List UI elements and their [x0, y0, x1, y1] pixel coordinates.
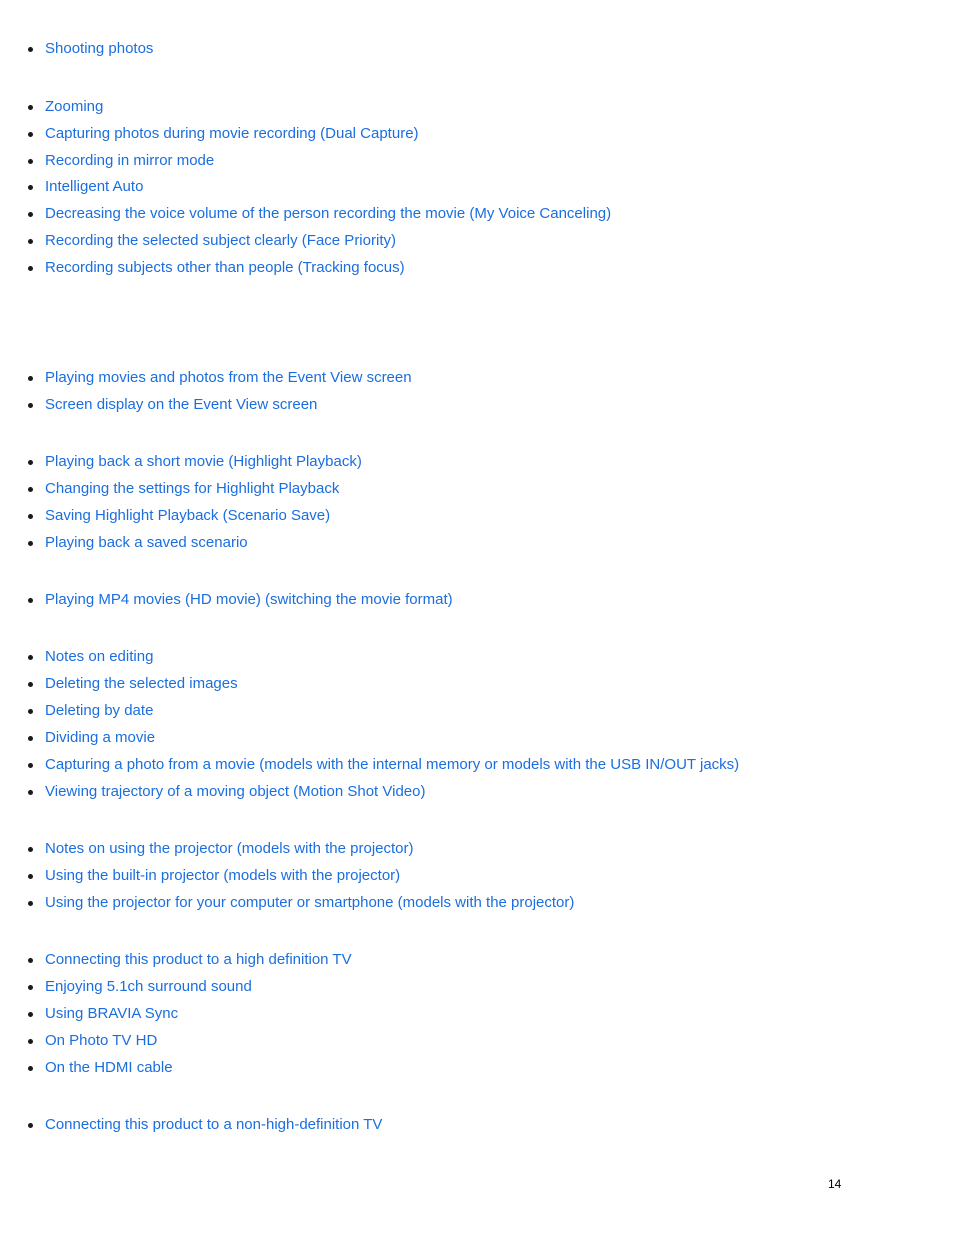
- bullet-icon: [28, 655, 33, 660]
- toc-link[interactable]: Saving Highlight Playback (Scenario Save): [45, 507, 331, 524]
- bullet-icon: [28, 1123, 33, 1128]
- toc-link[interactable]: Using BRAVIA Sync: [45, 1005, 179, 1022]
- page-number: 14: [828, 1177, 842, 1191]
- bullet-icon: [28, 847, 33, 852]
- toc-link[interactable]: Playing back a saved scenario: [45, 534, 248, 551]
- toc-link[interactable]: On the HDMI cable: [45, 1059, 173, 1076]
- toc-link[interactable]: Decreasing the voice volume of the person recording the movie (My Voice Canceling): [45, 205, 612, 222]
- toc-link[interactable]: Playing movies and photos from the Event View screen: [45, 369, 412, 386]
- toc-link[interactable]: Recording in mirror mode: [45, 152, 215, 169]
- bullet-icon: [28, 1012, 33, 1017]
- bullet-icon: [28, 901, 33, 906]
- toc-link[interactable]: Changing the settings for Highlight Playback: [45, 480, 340, 497]
- bullet-icon: [28, 790, 33, 795]
- bullet-icon: [28, 132, 33, 137]
- toc-link[interactable]: Capturing photos during movie recording (Dual Capture): [45, 125, 419, 142]
- bullet-icon: [28, 239, 33, 244]
- toc-link[interactable]: Deleting the selected images: [45, 675, 238, 692]
- toc-link[interactable]: Intelligent Auto: [45, 178, 144, 195]
- toc-link[interactable]: Notes on editing: [45, 648, 154, 665]
- toc-link[interactable]: Enjoying 5.1ch surround sound: [45, 978, 252, 995]
- toc-link[interactable]: Playing MP4 movies (HD movie) (switching the movie format): [45, 591, 453, 608]
- bullet-icon: [28, 1066, 33, 1071]
- toc-link[interactable]: Using the projector for your computer or smartphone (models with the projector): [45, 894, 575, 911]
- bullet-icon: [28, 874, 33, 879]
- toc-link[interactable]: Connecting this product to a non-high-definition TV: [45, 1116, 383, 1133]
- bullet-icon: [28, 105, 33, 110]
- bullet-icon: [28, 159, 33, 164]
- bullet-icon: [28, 514, 33, 519]
- bullet-icon: [28, 460, 33, 465]
- bullet-icon: [28, 403, 33, 408]
- bullet-icon: [28, 682, 33, 687]
- toc-link[interactable]: Notes on using the projector (models with the projector): [45, 840, 414, 857]
- bullet-icon: [28, 736, 33, 741]
- bullet-icon: [28, 598, 33, 603]
- bullet-icon: [28, 266, 33, 271]
- toc-link[interactable]: Recording the selected subject clearly (Face Priority): [45, 232, 396, 249]
- bullet-icon: [28, 212, 33, 217]
- toc-link[interactable]: Capturing a photo from a movie (models with the internal memory or models with the USB IN/OUT jacks): [45, 756, 740, 773]
- toc-link[interactable]: Deleting by date: [45, 702, 154, 719]
- bullet-icon: [28, 709, 33, 714]
- bullet-icon: [28, 985, 33, 990]
- bullet-icon: [28, 185, 33, 190]
- toc-link[interactable]: Connecting this product to a high definition TV: [45, 951, 352, 968]
- toc-link[interactable]: Shooting photos: [45, 40, 154, 57]
- bullet-icon: [28, 376, 33, 381]
- bullet-icon: [28, 541, 33, 546]
- toc-link[interactable]: Zooming: [45, 98, 104, 115]
- toc-link[interactable]: Dividing a movie: [45, 729, 156, 746]
- bullet-icon: [28, 763, 33, 768]
- toc-link[interactable]: Recording subjects other than people (Tracking focus): [45, 259, 405, 276]
- toc-link[interactable]: Using the built-in projector (models with the projector): [45, 867, 401, 884]
- toc-link[interactable]: Playing back a short movie (Highlight Playback): [45, 453, 362, 470]
- toc-link[interactable]: On Photo TV HD: [45, 1032, 158, 1049]
- bullet-icon: [28, 487, 33, 492]
- bullet-icon: [28, 47, 33, 52]
- toc-link[interactable]: Viewing trajectory of a moving object (Motion Shot Video): [45, 783, 426, 800]
- toc-link[interactable]: Screen display on the Event View screen: [45, 396, 318, 413]
- bullet-icon: [28, 1039, 33, 1044]
- bullet-icon: [28, 958, 33, 963]
